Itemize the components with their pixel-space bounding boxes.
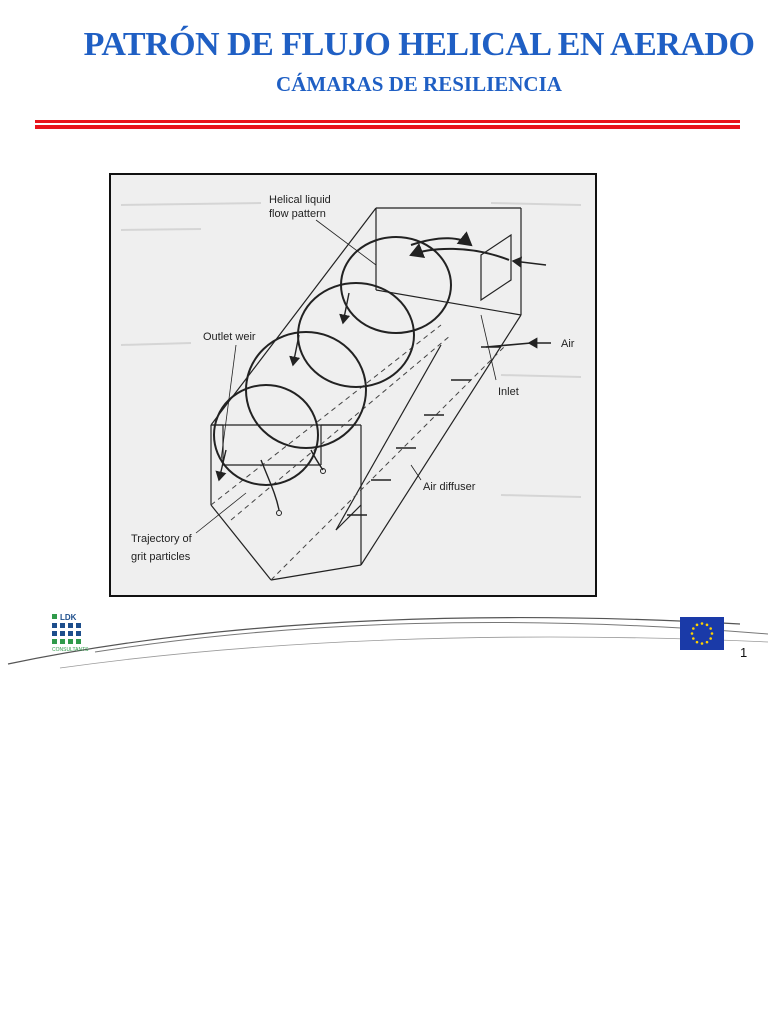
eu-star bbox=[706, 641, 709, 644]
eu-star bbox=[711, 632, 714, 635]
label-helical-1: Helical liquid bbox=[269, 194, 331, 206]
page-number: 1 bbox=[740, 645, 748, 660]
eu-star bbox=[701, 642, 704, 645]
label-trajectory-1: Trajectory of bbox=[131, 533, 192, 545]
label-helical-2: flow pattern bbox=[269, 208, 326, 220]
aerated-chamber-diagram bbox=[109, 173, 597, 597]
slide-title: PATRÓN DE FLUJO HELICAL EN AERADO bbox=[83, 26, 755, 63]
eu-star bbox=[709, 637, 712, 640]
eu-star bbox=[692, 637, 695, 640]
ldk-logo-subtext: CONSULTANTS bbox=[52, 647, 89, 652]
label-trajectory-2: grit particles bbox=[131, 551, 191, 563]
label-air: Air bbox=[561, 338, 575, 350]
header-rule-top bbox=[35, 120, 740, 123]
label-outlet-weir: Outlet weir bbox=[203, 331, 256, 343]
footer-swoosh bbox=[0, 600, 768, 680]
header-rule-bottom bbox=[35, 125, 740, 129]
eu-flag-icon bbox=[680, 617, 724, 650]
eu-star bbox=[691, 632, 694, 635]
eu-star bbox=[709, 627, 712, 630]
slide-subtitle: CÁMARAS DE RESILIENCIA bbox=[276, 72, 562, 96]
eu-star bbox=[706, 624, 709, 627]
diagram-svg bbox=[111, 175, 595, 595]
eu-star bbox=[701, 622, 704, 625]
eu-star bbox=[692, 627, 695, 630]
label-air-diffuser: Air diffuser bbox=[423, 481, 476, 493]
background-text-noise bbox=[121, 203, 581, 497]
grit-particle bbox=[277, 511, 282, 516]
ldk-logo bbox=[52, 612, 92, 652]
ldk-logo-text: LDK bbox=[60, 613, 77, 622]
eu-star bbox=[696, 641, 699, 644]
inlet-opening bbox=[481, 235, 511, 300]
label-inlet: Inlet bbox=[498, 386, 519, 398]
eu-star bbox=[696, 624, 699, 627]
